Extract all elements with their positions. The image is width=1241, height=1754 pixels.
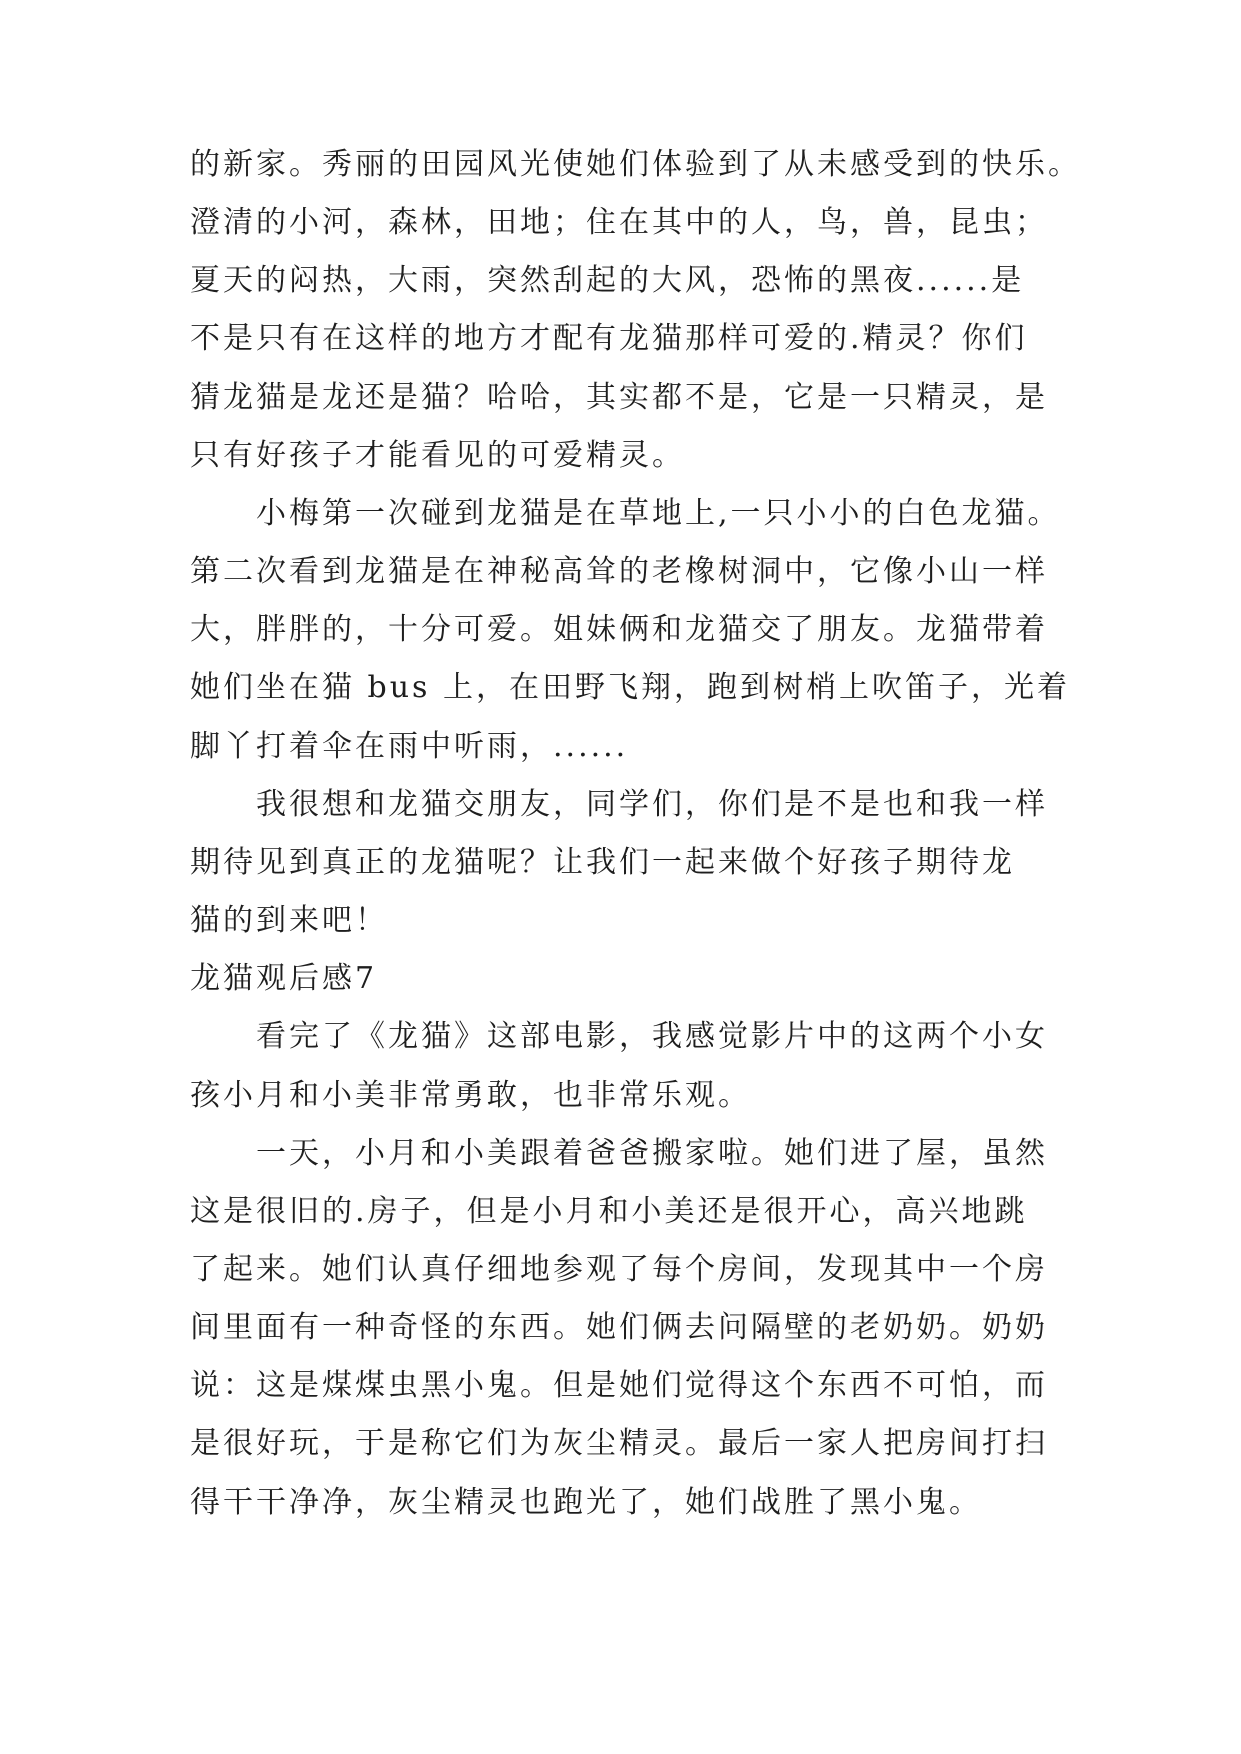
text-line: 澄清的小河，森林，田地；住在其中的人，鸟，兽，昆虫； <box>190 205 1048 241</box>
text-line: 得干干净净，灰尘精灵也跑光了，她们战胜了黑小鬼。 <box>190 1484 982 1520</box>
text-line: 我很想和龙猫交朋友，同学们，你们是不是也和我一样 <box>256 786 1048 822</box>
paragraph <box>190 776 1141 950</box>
text-line: 了起来。她们认真仔细地参观了每个房间，发现其中一个房 <box>190 1251 1048 1287</box>
text-line: 猜龙猫是龙还是猫？哈哈，其实都不是，它是一只精灵，是 <box>190 379 1048 415</box>
paragraph <box>190 1125 1141 1532</box>
text-line: 孩小月和小美非常勇敢，也非常乐观。 <box>190 1077 751 1113</box>
text-line: 她们坐在猫 bus 上，在田野飞翔，跑到树梢上吹笛子，光着 <box>190 670 1070 706</box>
text-line: 看完了《龙猫》这部电影，我感觉影片中的这两个小女 <box>256 1019 1048 1055</box>
essay-title: 龙猫观后感7 <box>190 961 378 997</box>
text-line: 的新家。秀丽的田园风光使她们体验到了从未感受到的快乐。 <box>190 147 1081 182</box>
text-line: 一天，小月和小美跟着爸爸搬家啦。她们进了屋，虽然 <box>256 1135 1048 1171</box>
paragraph <box>190 1008 1141 1124</box>
text-line: 第二次看到龙猫是在神秘高耸的老橡树洞中，它像小山一样 <box>190 554 1048 590</box>
paragraph <box>190 136 1141 485</box>
text-line: 期待见到真正的龙猫呢？让我们一起来做个好孩子期待龙 <box>190 844 1015 880</box>
text-line: 夏天的闷热，大雨，突然刮起的大风，恐怖的黑夜......是 <box>190 263 1025 299</box>
text-line: 只有好孩子才能看见的可爱精灵。 <box>190 437 685 473</box>
text-line: 说：这是煤煤虫黑小鬼。但是她们觉得这个东西不可怕，而 <box>190 1368 1048 1404</box>
text-line: 是很好玩，于是称它们为灰尘精灵。最后一家人把房间打扫 <box>190 1426 1048 1462</box>
text-line: 猫的到来吧！ <box>190 903 388 939</box>
text-line: 脚丫打着伞在雨中听雨，...... <box>190 728 629 764</box>
paragraph <box>190 485 1141 776</box>
text-line: 这是很旧的.房子，但是小月和小美还是很开心，高兴地跳 <box>190 1193 1028 1229</box>
text-line: 间里面有一种奇怪的东西。她们俩去问隔壁的老奶奶。奶奶 <box>190 1310 1048 1346</box>
text-line: 小梅第一次碰到龙猫是在草地上,一只小小的白色龙猫。 <box>256 495 1061 531</box>
text-line: 大，胖胖的，十分可爱。姐妹俩和龙猫交了朋友。龙猫带着 <box>190 612 1048 648</box>
text-line: 不是只有在这样的地方才配有龙猫那样可爱的.精灵？你们 <box>190 321 1028 357</box>
